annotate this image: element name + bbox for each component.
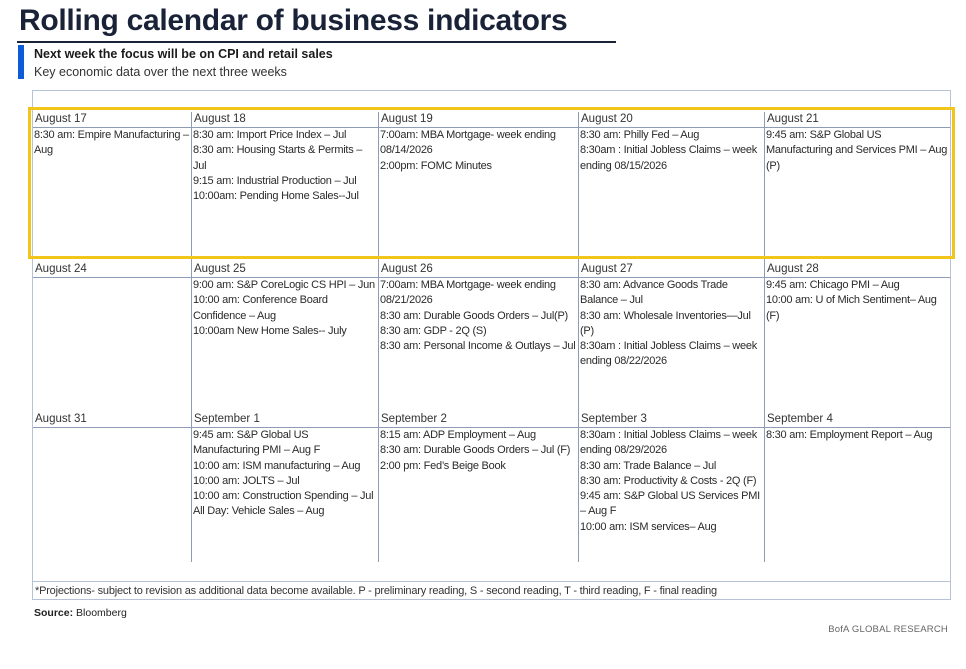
day-date: September 4 <box>765 412 950 428</box>
day-cell <box>33 412 191 562</box>
day-cell <box>764 112 950 262</box>
day-date: August 26 <box>379 262 578 278</box>
event-item: 10:00 am: ISM services– Aug <box>580 520 717 533</box>
event-item: 8:30 am: Employment Report – Aug <box>766 429 933 441</box>
source-label: Source: <box>34 607 74 619</box>
event-item: 2:00pm: FOMC Minutes <box>380 159 492 172</box>
event-list <box>192 128 378 204</box>
day-date: August 21 <box>765 112 950 128</box>
event-item: 10:00 am: Construction Spending – Jul <box>193 490 374 503</box>
title-underline <box>17 41 616 43</box>
day-cell <box>33 262 191 412</box>
day-cell <box>764 412 950 562</box>
day-date: August 18 <box>192 112 378 128</box>
event-item: 9:45 am: S&P Global US Manufacturing PMI – Aug F <box>193 429 321 457</box>
event-list <box>579 428 764 535</box>
event-item: 8:30 am: Productivity & Costs - 2Q (F) <box>580 474 757 487</box>
source-value: Bloomberg <box>76 607 127 619</box>
event-item: 7:00am: MBA Mortgage- week ending 08/21/2026 <box>380 279 556 307</box>
day-date: August 20 <box>579 112 764 128</box>
day-cell <box>33 112 191 262</box>
event-list <box>33 128 191 159</box>
accent-bar <box>18 45 24 79</box>
event-list <box>579 128 764 174</box>
event-item: 8:30am : Initial Jobless Claims – week ending 08/29/2026 <box>580 429 757 457</box>
event-item: 8:30 am: Trade Balance – Jul <box>580 459 717 472</box>
week-row <box>33 262 950 412</box>
event-item: 8:30am : Initial Jobless Claims – week ending 08/15/2026 <box>580 144 757 172</box>
event-item: 8:30 am: Durable Goods Orders – Jul(P) <box>380 309 568 322</box>
description: Key economic data over the next three weeks <box>34 65 287 79</box>
event-item: 10:00 am: U of Mich Sentiment– Aug (F) <box>766 294 937 322</box>
page-title: Rolling calendar of business indicators <box>19 4 568 37</box>
event-item: 8:30am : Initial Jobless Claims – week ending 08/22/2026 <box>580 340 757 368</box>
day-cell <box>764 262 950 412</box>
event-item: 8:30 am: Wholesale Inventories—Jul (P) <box>580 309 751 337</box>
event-item: 9:45 am: Chicago PMI – Aug <box>766 279 900 291</box>
event-list <box>765 428 950 443</box>
week-row <box>33 412 950 562</box>
day-date: August 31 <box>33 412 191 428</box>
day-cell <box>378 412 578 562</box>
event-list <box>765 278 950 324</box>
day-date: September 3 <box>579 412 764 428</box>
event-list <box>192 428 378 520</box>
day-cell <box>191 112 378 262</box>
week-row <box>33 112 950 262</box>
event-list <box>192 278 378 339</box>
event-list <box>379 128 578 174</box>
event-item: 10:00 am: ISM manufacturing – Aug <box>193 459 361 472</box>
calendar-table <box>32 90 951 600</box>
event-item: 9:45 am: S&P Global US Manufacturing and Services PMI – Aug (P) <box>766 129 948 172</box>
day-date: August 27 <box>579 262 764 278</box>
event-item: 8:30 am: Empire Manufacturing – Aug <box>34 129 189 157</box>
day-cell <box>578 112 764 262</box>
event-list <box>379 278 578 354</box>
day-cell <box>191 262 378 412</box>
event-list <box>379 428 578 474</box>
event-item: 8:30 am: Durable Goods Orders – Jul (F) <box>380 444 571 457</box>
event-item: 9:45 am: S&P Global US Services PMI – Aug F <box>580 490 760 518</box>
day-cell <box>578 262 764 412</box>
event-item: 10:00 am: Conference Board Confidence – Aug <box>193 294 328 322</box>
event-item: 8:30 am: Housing Starts & Permits – Jul <box>193 144 363 172</box>
event-item: 8:30 am: Personal Income & Outlays – Jul <box>380 340 576 353</box>
event-list <box>765 128 950 174</box>
event-item: 10:00am: Pending Home Sales--Jul <box>193 190 359 203</box>
day-cell <box>578 412 764 562</box>
subtitle: Next week the focus will be on CPI and retail sales <box>34 47 333 61</box>
footnote: *Projections- subject to revision as additional data become available. P - preliminary reading, S - second reading, T - third reading, F - final reading <box>35 585 717 597</box>
day-date: August 17 <box>33 112 191 128</box>
event-item: 9:15 am: Industrial Production – Jul <box>193 174 357 187</box>
day-date: August 28 <box>765 262 950 278</box>
event-item: 8:30 am: Philly Fed – Aug <box>580 129 700 141</box>
event-item: 10:00am New Home Sales-- July <box>193 324 347 337</box>
event-item: 7:00am: MBA Mortgage- week ending 08/14/2026 <box>380 129 556 157</box>
event-item: 9:00 am: S&P CoreLogic CS HPI – Jun <box>193 279 375 291</box>
event-item: 8:30 am: Import Price Index – Jul <box>193 129 347 141</box>
day-cell <box>378 112 578 262</box>
event-item: All Day: Vehicle Sales – Aug <box>193 505 325 518</box>
brand-logo: BofA GLOBAL RESEARCH <box>828 624 948 635</box>
event-list <box>579 278 764 370</box>
day-cell <box>378 262 578 412</box>
event-item: 8:30 am: Advance Goods Trade Balance – Jul <box>580 279 728 307</box>
event-item: 8:15 am: ADP Employment – Aug <box>380 429 536 441</box>
source-line <box>34 607 127 619</box>
day-date: August 24 <box>33 262 191 278</box>
footnote-divider <box>33 581 950 582</box>
event-item: 10:00 am: JOLTS – Jul <box>193 474 300 487</box>
day-date: August 19 <box>379 112 578 128</box>
event-item: 2:00 pm: Fed’s Beige Book <box>380 459 506 472</box>
day-date: August 25 <box>192 262 378 278</box>
day-date: September 2 <box>379 412 578 428</box>
event-item: 8:30 am: GDP - 2Q (S) <box>380 324 487 337</box>
day-cell <box>191 412 378 562</box>
day-date: September 1 <box>192 412 378 428</box>
